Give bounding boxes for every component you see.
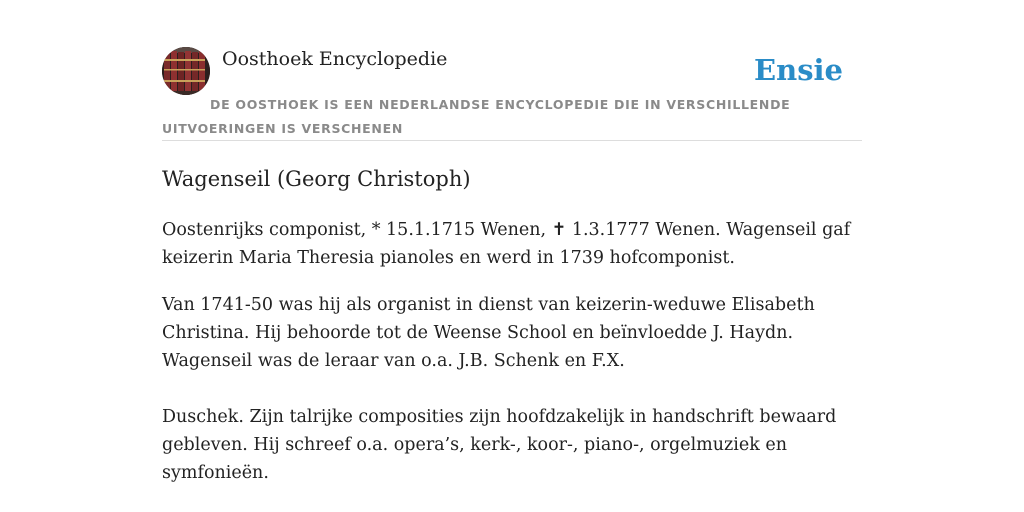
site-title[interactable]: Oosthoek Encyclopedie	[222, 48, 448, 70]
site-tagline: DE OOSTHOEK IS EEN NEDERLANDSE ENCYCLOPEDIE DIE IN VERSCHILLENDE UITVOERINGEN IS VERSCHENEN	[162, 97, 791, 136]
encyclopedia-books-icon	[162, 47, 210, 95]
article-title: Wagenseil (Georg Christoph)	[162, 167, 471, 191]
article	[162, 163, 862, 487]
article-paragraph-1: Oostenrijks componist, * 15.1.1715 Wenen, ✝ 1.3.1777 Wenen. Wagenseil gaf keizerin Maria Theresia pianoles en werd in 1739 hofcomponist.	[162, 220, 851, 268]
site-header	[162, 46, 862, 141]
site-avatar[interactable]	[162, 47, 210, 95]
brand-logo[interactable]: Ensie	[754, 53, 843, 87]
article-paragraph-2: Van 1741-50 was hij als organist in dienst van keizerin-weduwe Elisabeth Christina. Hij behoorde tot de Weense School en beïnvloedde J. Haydn. Wagenseil was de leraar van o.a. J.B. Schenk en F.X. Duschek. Zijn talrijke composities zijn hoofdzakelijk in handschrift bewaard gebleven. Hij schreef o.a. opera’s, kerk-, koor-, piano-, orgelmuziek en symfonieën.	[162, 295, 837, 483]
